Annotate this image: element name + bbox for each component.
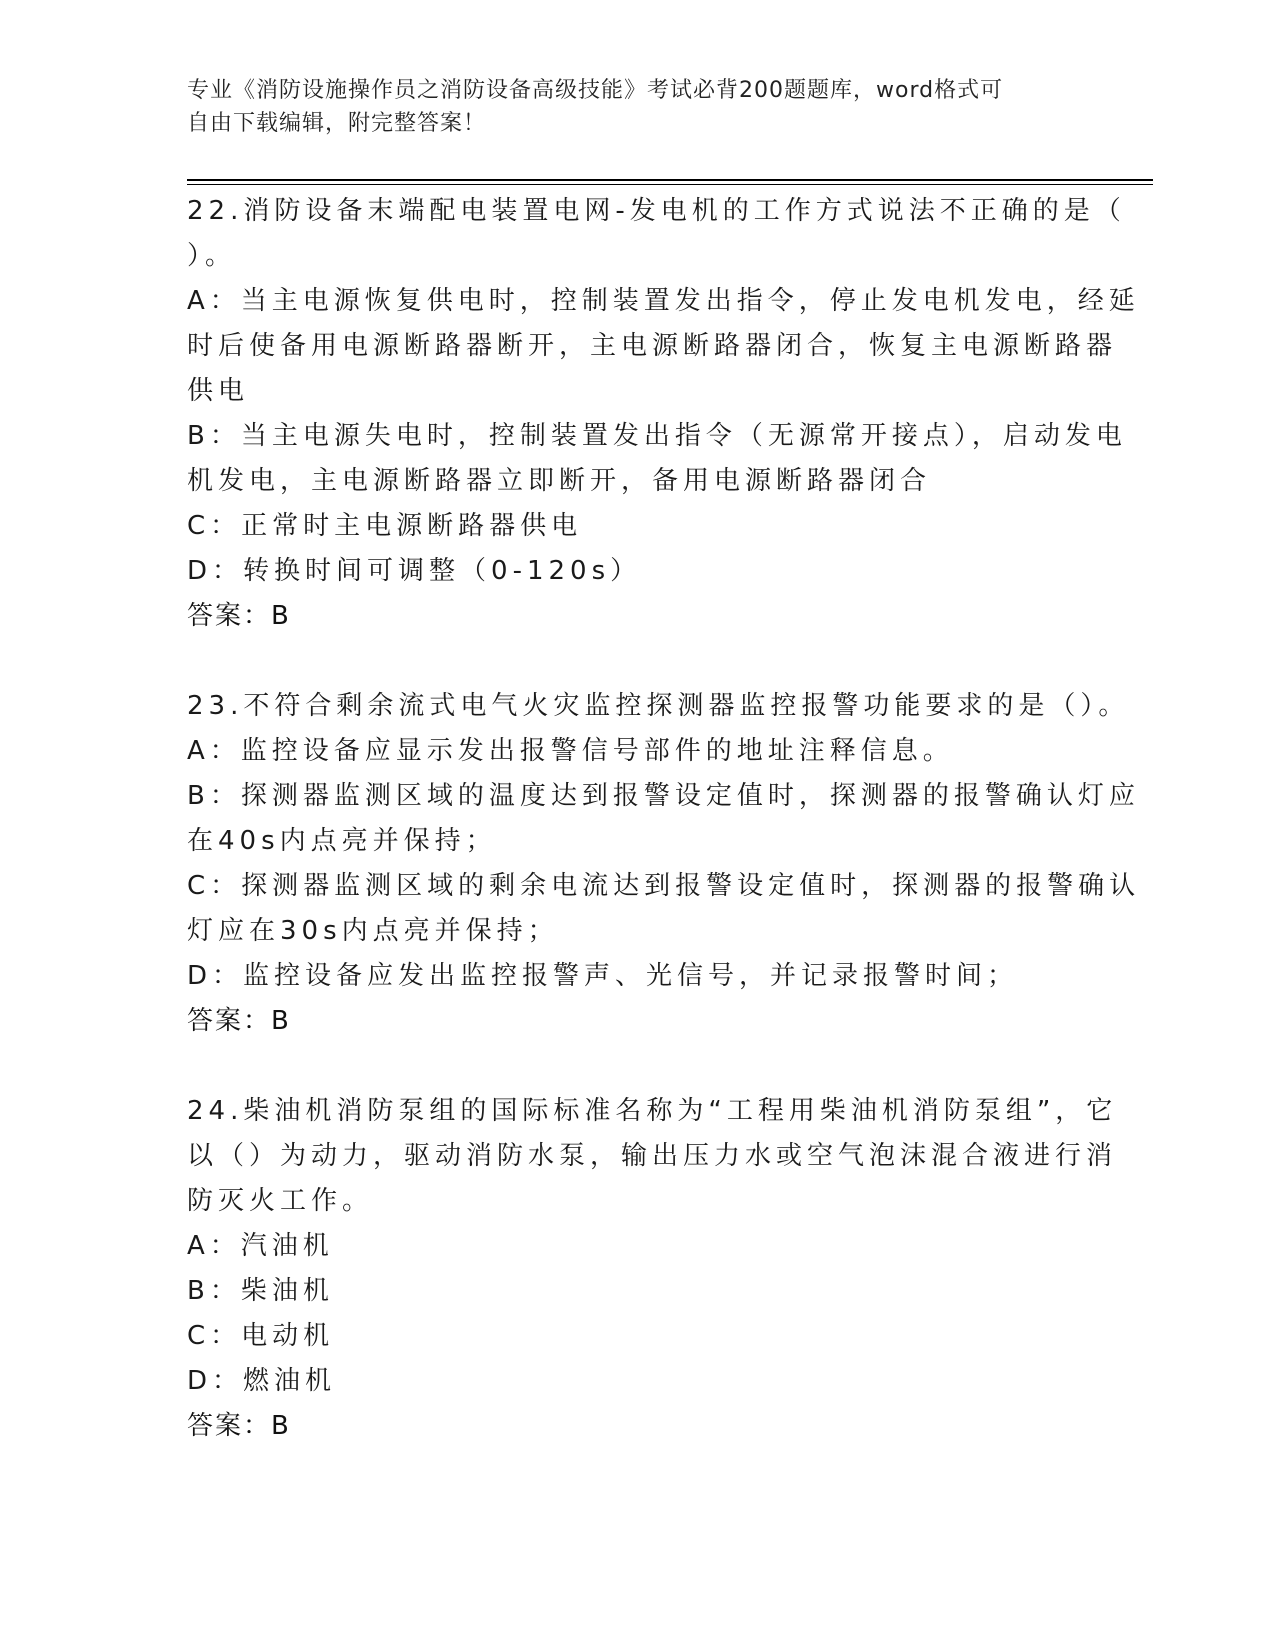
header-line-1: 专业《消防设施操作员之消防设备高级技能》考试必背200题题库，word格式可 xyxy=(187,78,1004,103)
option-line: 时后使备用电源断路器断开，主电源断路器闭合，恢复主电源断路器 xyxy=(187,331,1118,361)
question-stem-line: 以（）为动力，驱动消防水泵，输出压力水或空气泡沫混合液进行消 xyxy=(187,1141,1118,1171)
option-line: 在40s内点亮并保持； xyxy=(187,826,497,856)
option-d xyxy=(187,549,1087,594)
question-stem-line: 24.柴油机消防泵组的国际标准名称为“工程用柴油机消防泵组”，它 xyxy=(187,1096,1118,1126)
answer-text: 答案：B xyxy=(187,1411,291,1441)
option-b xyxy=(187,414,1127,504)
header-rule-thin xyxy=(187,184,1153,185)
document-header xyxy=(187,74,1067,140)
option-d xyxy=(187,954,1087,999)
option-line: C：正常时主电源断路器供电 xyxy=(187,511,583,541)
option-a xyxy=(187,1224,1087,1269)
option-line: 供电 xyxy=(187,376,250,406)
question-23 xyxy=(187,684,1141,1044)
question-24 xyxy=(187,1089,1118,1449)
option-b xyxy=(187,774,1140,864)
option-b xyxy=(187,1269,1087,1314)
option-line: 灯应在30s内点亮并保持； xyxy=(187,916,559,946)
option-line: D：监控设备应发出监控报警声、光信号，并记录报警时间； xyxy=(187,961,1019,991)
option-line: D：转换时间可调整（0-120s） xyxy=(187,556,642,586)
option-line: B：探测器监测区域的温度达到报警设定值时，探测器的报警确认灯应 xyxy=(187,781,1140,811)
question-list xyxy=(187,189,1141,1494)
header-rule-thick xyxy=(187,179,1153,181)
option-a xyxy=(187,279,1140,414)
option-line: A：当主电源恢复供电时，控制装置发出指令，停止发电机发电，经延 xyxy=(187,286,1140,316)
option-line: B：当主电源失电时，控制装置发出指令（无源常开接点），启动发电 xyxy=(187,421,1127,451)
question-stem-line: 23.不符合剩余流式电气火灾监控探测器监控报警功能要求的是（）。 xyxy=(187,691,1130,721)
option-c xyxy=(187,1314,1087,1359)
option-line: 机发电，主电源断路器立即断开，备用电源断路器闭合 xyxy=(187,466,932,496)
question-stem-line: ）。 xyxy=(187,241,237,271)
option-line: A：监控设备应显示发出报警信号部件的地址注释信息。 xyxy=(187,736,954,766)
option-line: D：燃油机 xyxy=(187,1366,337,1396)
option-d xyxy=(187,1359,1087,1404)
option-a xyxy=(187,729,1087,774)
option-line: C：电动机 xyxy=(187,1321,335,1351)
question-stem-line: 22.消防设备末端配电装置电网-发电机的工作方式说法不正确的是（ xyxy=(187,196,1126,226)
option-c xyxy=(187,504,1087,549)
option-c xyxy=(187,864,1141,954)
option-line: A：汽油机 xyxy=(187,1231,334,1261)
answer-text: 答案：B xyxy=(187,1006,291,1036)
option-line: B：柴油机 xyxy=(187,1276,334,1306)
option-line: C：探测器监测区域的剩余电流达到报警设定值时，探测器的报警确认 xyxy=(187,871,1141,901)
header-line-2: 自由下载编辑，附完整答案！ xyxy=(187,111,487,136)
question-stem-line: 防灭火工作。 xyxy=(187,1186,374,1216)
answer-text: 答案：B xyxy=(187,601,291,631)
question-22 xyxy=(187,189,1140,639)
